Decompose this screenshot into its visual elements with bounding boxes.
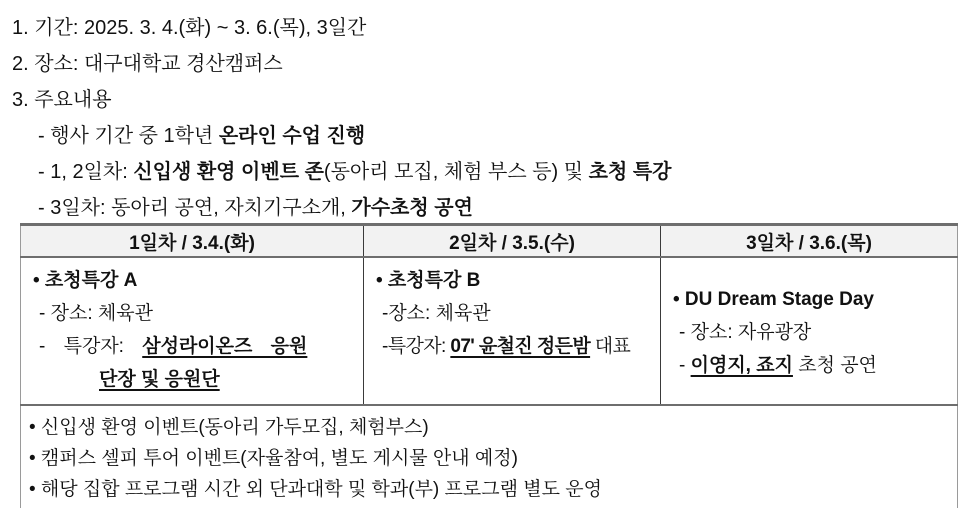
text-line (376, 330, 656, 363)
text-segment: 단장 및 응원단 (99, 369, 220, 390)
text-segment: 삼성라이온즈 응원 (142, 336, 308, 357)
schedule-cell-day2 (364, 257, 661, 405)
schedule-header-row (21, 225, 958, 258)
text-line (33, 330, 359, 363)
text-segment: -장소: 체육관 (382, 303, 491, 324)
schedule-table (20, 223, 958, 508)
text-line (673, 316, 953, 349)
text-segment: (동아리 모집, 체험 부스 등) 및 (323, 160, 589, 183)
text-line (376, 264, 656, 297)
text-segment: 초청 공연 (792, 354, 877, 376)
schedule-cell-day1 (21, 257, 364, 405)
text-line (33, 363, 359, 396)
text-segment: 가수초청 공연 (351, 196, 473, 219)
schedule-cell-day3 (661, 257, 958, 405)
text-segment: - 장소: 자유광장 (679, 321, 812, 343)
text-line (33, 264, 359, 297)
text-segment: • 신입생 환영 이벤트(동아리 가두모집, 체험부스) (29, 417, 429, 438)
text-line (673, 349, 953, 382)
text-segment: • 초청특강 A (33, 270, 138, 291)
text-segment: - 특강자: (39, 336, 143, 357)
schedule-header-day1: 1일차 / 3.4.(화) (21, 225, 364, 258)
text-segment: 온라인 수업 진행 (218, 124, 366, 147)
text-line (33, 297, 359, 330)
text-segment: - (679, 354, 691, 376)
text-line (12, 43, 961, 79)
text-line (29, 443, 953, 474)
text-segment: 07' 윤철진 정든밤 (450, 336, 591, 357)
schedule-header-day2: 2일차 / 3.5.(수) (364, 225, 661, 258)
text-segment: - 장소: 체육관 (39, 303, 153, 324)
schedule-common-row (21, 405, 958, 508)
intro-list (0, 0, 961, 223)
text-line (12, 187, 961, 223)
text-line (12, 79, 961, 115)
text-line (12, 115, 961, 151)
text-segment: • 해당 집합 프로그램 시간 외 단과대학 및 학과(부) 프로그램 별도 운영 (29, 479, 602, 500)
text-segment: 이영지, 죠지 (690, 354, 793, 376)
text-segment: • DU Dream Stage Day (673, 288, 874, 310)
text-segment: 신입생 환영 이벤트 존 (133, 160, 324, 183)
text-segment: 초청 특강 (588, 160, 672, 183)
schedule-common-cell (21, 405, 958, 508)
text-segment: • 캠퍼스 셀피 투어 이벤트(자율참여, 별도 게시물 안내 예정) (29, 448, 518, 469)
text-segment: - 3일차: 동아리 공연, 자치기구소개, (38, 196, 352, 219)
text-segment: 대표 (590, 336, 631, 357)
text-segment: 2. 장소: 대구대학교 경산캠퍼스 (12, 52, 283, 75)
text-line (12, 7, 961, 43)
text-line (29, 474, 953, 505)
text-line (673, 283, 953, 316)
text-segment: 3. 주요내용 (12, 88, 112, 111)
text-line (376, 297, 656, 330)
text-segment: 1. 기간: 2025. 3. 4.(화) ~ 3. 6.(목), 3일간 (12, 16, 367, 39)
text-segment: - 행사 기간 중 1학년 (38, 124, 219, 147)
text-segment: • 초청특강 B (376, 270, 481, 291)
schedule-header-day3: 3일차 / 3.6.(목) (661, 225, 958, 258)
text-line (12, 151, 961, 187)
text-segment: -특강자: (382, 336, 451, 357)
schedule-day-row (21, 257, 958, 405)
text-line (29, 412, 953, 443)
text-segment: - 1, 2일차: (38, 160, 134, 183)
